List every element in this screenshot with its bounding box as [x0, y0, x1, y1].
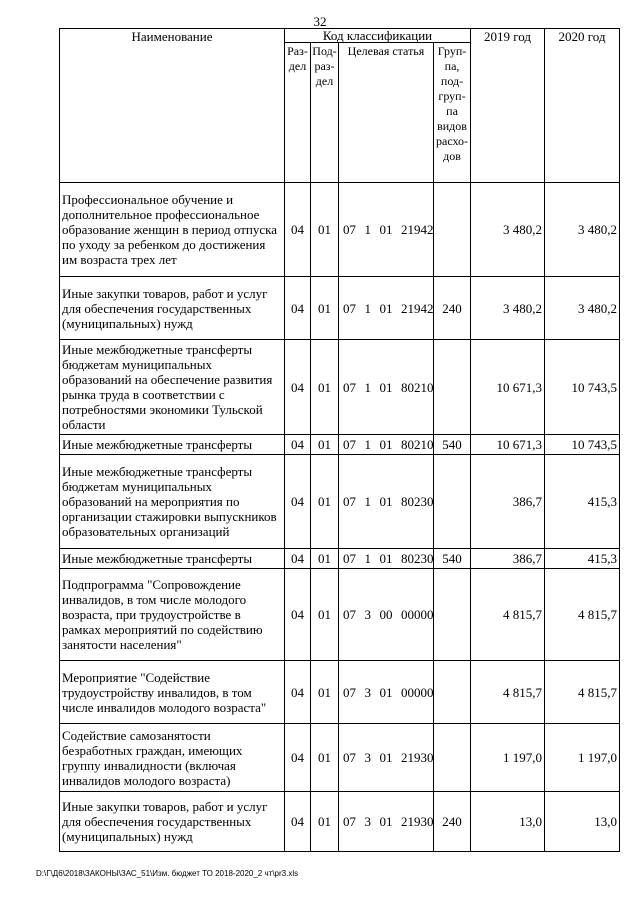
row-2020: 3 480,2: [545, 277, 620, 340]
row-name: Иные закупки товаров, работ и услуг для обеспечения государственных (муниципальных) нужд: [60, 792, 285, 852]
row-name: Иные межбюджетные трансферты: [60, 549, 285, 569]
row-group: 540: [434, 435, 471, 455]
row-target: 07 1 01 80230: [339, 455, 434, 549]
row-section: 04: [285, 792, 311, 852]
header-classification: Код классификации: [285, 29, 471, 43]
row-2019: 10 671,3: [471, 340, 545, 435]
row-2020: 4 815,7: [545, 569, 620, 661]
row-2019: 13,0: [471, 792, 545, 852]
row-2020: 3 480,2: [545, 183, 620, 277]
row-subsection: 01: [311, 549, 339, 569]
row-section: 04: [285, 277, 311, 340]
row-2020: 415,3: [545, 549, 620, 569]
row-section: 04: [285, 455, 311, 549]
budget-table: [59, 28, 620, 852]
row-2019: 386,7: [471, 549, 545, 569]
row-target: 07 1 01 80210: [339, 435, 434, 455]
page-number: 32: [313, 14, 327, 29]
table-row: [60, 792, 620, 852]
row-section: 04: [285, 340, 311, 435]
row-group: 540: [434, 549, 471, 569]
row-target: 07 3 01 21930: [339, 724, 434, 792]
row-section: 04: [285, 569, 311, 661]
table-row: [60, 549, 620, 569]
row-2020: 4 815,7: [545, 661, 620, 724]
row-2019: 4 815,7: [471, 569, 545, 661]
row-target: 07 3 01 00000: [339, 661, 434, 724]
row-2020: 415,3: [545, 455, 620, 549]
header-target: Целевая статья: [339, 43, 434, 183]
table-row: [60, 435, 620, 455]
row-name: Содействие самозанятости безработных граждан, имеющих группу инвалидности (включая инвалидов молодого возраста): [60, 724, 285, 792]
row-2019: 4 815,7: [471, 661, 545, 724]
header-2019: 2019 год: [471, 29, 545, 183]
table-row: [60, 455, 620, 549]
header-group: Груп- па, под- груп- па видов расхо- дов: [434, 43, 471, 183]
table-row: [60, 661, 620, 724]
row-group: [434, 661, 471, 724]
table-row: [60, 569, 620, 661]
row-subsection: 01: [311, 435, 339, 455]
row-target: 07 3 00 00000: [339, 569, 434, 661]
row-target: 07 1 01 80230: [339, 549, 434, 569]
row-2019: 3 480,2: [471, 183, 545, 277]
table-row: [60, 277, 620, 340]
file-path-footer: D:\Г\Д6\2018\ЗАКОНЫ\ЗАС_51\Изм. бюджет ТО 2018-2020_2 чт\pr3.xls: [36, 869, 299, 878]
row-subsection: 01: [311, 724, 339, 792]
row-2020: 13,0: [545, 792, 620, 852]
row-2019: 1 197,0: [471, 724, 545, 792]
row-section: 04: [285, 724, 311, 792]
header-subsection: Под- раз- дел: [311, 43, 339, 183]
row-2020: 10 743,5: [545, 340, 620, 435]
row-group: [434, 340, 471, 435]
row-name: Профессиональное обучение и дополнительное профессиональное образование женщин в период отпуска по уходу за ребенком до достижения им возраста трех лет: [60, 183, 285, 277]
row-target: 07 1 01 21942: [339, 183, 434, 277]
row-section: 04: [285, 661, 311, 724]
row-2019: 386,7: [471, 455, 545, 549]
row-2020: 1 197,0: [545, 724, 620, 792]
row-name: Иные закупки товаров, работ и услуг для обеспечения государственных (муниципальных) нужд: [60, 277, 285, 340]
row-section: 04: [285, 435, 311, 455]
row-name: Мероприятие "Содействие трудоустройству инвалидов, в том числе инвалидов молодого возраста": [60, 661, 285, 724]
row-name: Подпрограмма "Сопровождение инвалидов, в том числе молодого возраста, при трудоустройстве в рамках мероприятий по содействию занятости населения": [60, 569, 285, 661]
row-group: [434, 569, 471, 661]
row-group: [434, 183, 471, 277]
row-2019: 10 671,3: [471, 435, 545, 455]
row-group: 240: [434, 277, 471, 340]
row-2020: 10 743,5: [545, 435, 620, 455]
row-subsection: 01: [311, 569, 339, 661]
header-2020: 2020 год: [545, 29, 620, 183]
row-2019: 3 480,2: [471, 277, 545, 340]
row-subsection: 01: [311, 183, 339, 277]
row-target: 07 3 01 21930: [339, 792, 434, 852]
row-name: Иные межбюджетные трансферты бюджетам муниципальных образований на мероприятия по организации стажировки выпускников образовательных организаций: [60, 455, 285, 549]
table-row: [60, 724, 620, 792]
row-subsection: 01: [311, 455, 339, 549]
row-group: [434, 724, 471, 792]
row-target: 07 1 01 21942: [339, 277, 434, 340]
row-group: 240: [434, 792, 471, 852]
row-group: [434, 455, 471, 549]
row-section: 04: [285, 549, 311, 569]
row-name: Иные межбюджетные трансферты бюджетам муниципальных образований на обеспечение развития рынка труда в соответствии с потребностями экономики Тульской области: [60, 340, 285, 435]
row-section: 04: [285, 183, 311, 277]
header-name: Наименование: [60, 29, 285, 183]
table-row: [60, 340, 620, 435]
header-section: Раз- дел: [285, 43, 311, 183]
row-subsection: 01: [311, 340, 339, 435]
row-subsection: 01: [311, 661, 339, 724]
row-subsection: 01: [311, 792, 339, 852]
row-target: 07 1 01 80210: [339, 340, 434, 435]
row-name: Иные межбюджетные трансферты: [60, 435, 285, 455]
table-row: [60, 183, 620, 277]
row-subsection: 01: [311, 277, 339, 340]
